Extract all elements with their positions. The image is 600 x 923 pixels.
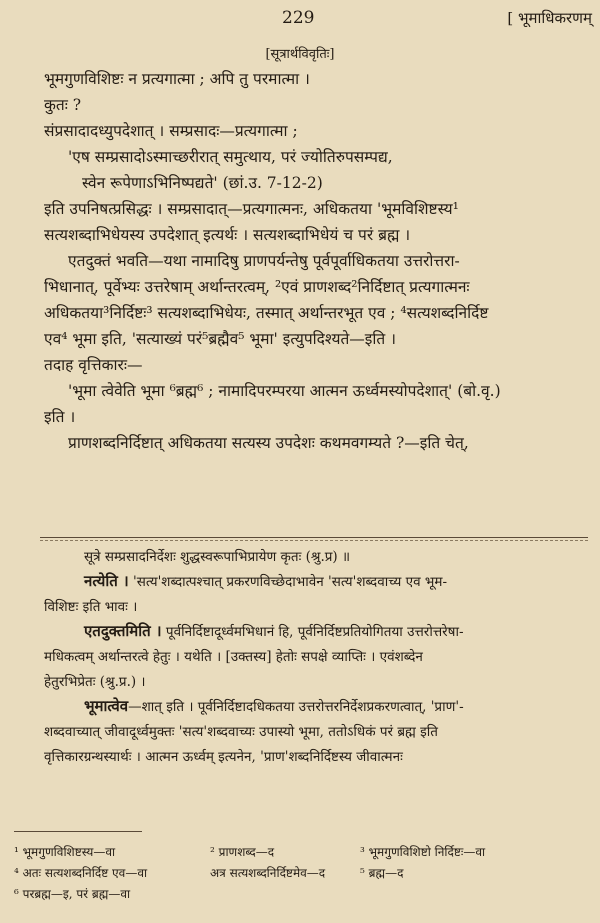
- page-number: 229: [282, 8, 315, 28]
- main-line: इति ।: [44, 408, 76, 426]
- commentary-line: [44, 719, 590, 744]
- footnote-row: [14, 842, 590, 863]
- main-line: संप्रसादादध्युपदेशात् । सम्प्रसादः—प्रत्यगात्मा ;: [44, 122, 298, 140]
- footnotes: [14, 842, 590, 905]
- main-line: कुतः ?: [44, 96, 82, 114]
- quote-line: 'एष सम्प्रसादोऽस्माच्छरीरात् समुत्थाय, परं ज्योतिरुपसम्पद्य,: [68, 148, 393, 166]
- quote-line: स्वेन रूपेणाऽभिनिष्पद्यते' (छां.उ. 7-12-2): [82, 174, 323, 192]
- commentary-divider: [40, 537, 588, 538]
- commentary-line: [44, 694, 590, 719]
- commentary-text: 'सत्य'शब्दात्पश्चात् प्रकरणविच्छेदाभावेन 'सत्य'शब्दवाच्य एव भूम-: [128, 574, 448, 590]
- commentary-text: मधिकत्वम् अर्थान्तरत्वे हेतुः । यथेति । [उक्तस्य] हेतोः सपक्षे व्याप्तिः । एवंशब्देन: [44, 649, 423, 665]
- main-line: इति उपनिषत्प्रसिद्धः । सम्प्रसादात्—प्रत्यगात्मनः, अधिकतया 'भूमविशिष्टस्य¹: [44, 200, 459, 218]
- main-line: एव⁴ भूमा इति, 'सत्याख्यं परं⁵ब्रह्मैव⁵ भूमा' इत्युपदिश्यते—इति ।: [44, 330, 397, 348]
- footnote: अत्र सत्यशब्दनिर्दिष्टमेव—द: [210, 866, 326, 880]
- commentary-line: [44, 569, 590, 594]
- footnote: ⁵ ब्रह्म—द: [360, 866, 404, 880]
- footnote-row: [14, 884, 590, 905]
- commentary-text: हेतुरभिप्रेतः (श्रु.प्र.) ।: [44, 674, 146, 690]
- commentary-text: विशिष्टः इति भावः ।: [44, 599, 138, 615]
- main-line: भूमगुणविशिष्टः न प्रत्यगात्मा ; अपि तु परमात्मा ।: [44, 70, 310, 88]
- commentary-text: —शात् इति । पूर्वनिर्दिष्टादधिकतया उत्तरोत्तरनिर्देशप्रकरणत्वात्, 'प्राण'-: [128, 699, 464, 715]
- footnote: ² प्राणशब्द—द: [210, 845, 275, 859]
- commentary-text: सूत्रे सम्प्रसादनिर्देशः शुद्धस्वरूपाभिप्रायेण कृतः (श्रु.प्र) ॥: [84, 549, 351, 565]
- commentary-line: [44, 744, 590, 769]
- main-line: अधिकतया³निर्दिष्टः³ सत्यशब्दाभिधेयः, तस्मात् अर्थान्तरभूत एव ; ⁴सत्यशब्दनिर्दिष्ट: [44, 304, 489, 322]
- footnote-row: [14, 863, 590, 884]
- main-line: सत्यशब्दाभिधेयस्य उपदेशात् इत्यर्थः । सत्यशब्दाभिधेयं च परं ब्रह्म ।: [44, 226, 411, 244]
- commentary-divider-dashed: [40, 540, 588, 541]
- main-line: तदाह वृत्तिकारः—: [44, 356, 143, 374]
- commentary-text: पूर्वनिर्दिष्टादूर्ध्वमभिधानं हि, पूर्वनिर्दिष्टप्रतियोगितया उत्तरोत्तरेषा-: [161, 624, 464, 640]
- footnote-rule: [14, 831, 142, 832]
- commentary-line: [44, 619, 590, 644]
- running-head: [ भूमाधिकरणम्: [507, 9, 592, 27]
- page-header: [0, 8, 600, 34]
- quote-line: 'भूमा त्वेवेति भूमा ⁶ब्रह्म⁶ ; नामादिपरम्परया आत्मन ऊर्ध्वमस्योपदेशात्' (बो.वृ.): [68, 382, 501, 400]
- main-text: [44, 66, 590, 456]
- main-line: भिधानात्, पूर्वेभ्यः उत्तरेषाम् अर्थान्तरत्वम्, ²एवं प्राणशब्द²निर्दिष्टात् प्रत्यगात्मनः: [44, 278, 470, 296]
- commentary-text: वृत्तिकारग्रन्थस्यार्थः । आत्मन ऊर्ध्वम् इत्यनेन, 'प्राण'शब्दनिर्दिष्टस्य जीवात्मनः: [44, 749, 403, 765]
- footnote: ³ भूमगुणविशिष्टो निर्दिष्टः—वा: [360, 845, 486, 859]
- commentary: [44, 544, 590, 769]
- commentary-line: [44, 594, 590, 619]
- commentary-head: एतदुक्तमिति ।: [84, 622, 162, 640]
- footnote: ⁶ परब्रह्म—इ, परं ब्रह्म—वा: [14, 887, 131, 901]
- main-line: प्राणशब्दनिर्दिष्टात् अधिकतया सत्यस्य उपदेशः कथमवगम्यते ?—इति चेत्,: [68, 434, 469, 452]
- section-heading: [सूत्रार्थविवृतिः]: [265, 47, 335, 62]
- commentary-head: भूमात्वेव: [84, 697, 129, 715]
- footnote: ¹ भूमगुणविशिष्टस्य—वा: [14, 845, 116, 859]
- commentary-line: [44, 544, 590, 569]
- footnote: ⁴ अतः सत्यशब्दनिर्दिष्ट एव—वा: [14, 866, 148, 880]
- commentary-line: [44, 644, 590, 669]
- commentary-line: [44, 669, 590, 694]
- commentary-text: शब्दवाच्यात् जीवादूर्ध्वमुक्तः 'सत्य'शब्दवाच्यः उपास्यो भूमा, ततोऽधिकं परं ब्रह्म इति: [44, 724, 438, 740]
- main-line: एतदुक्तं भवति—यथा नामादिषु प्राणपर्यन्तेषु पूर्वपूर्वाधिकतया उत्तरोत्तरा-: [68, 252, 460, 270]
- commentary-head: नत्येति ।: [84, 572, 129, 590]
